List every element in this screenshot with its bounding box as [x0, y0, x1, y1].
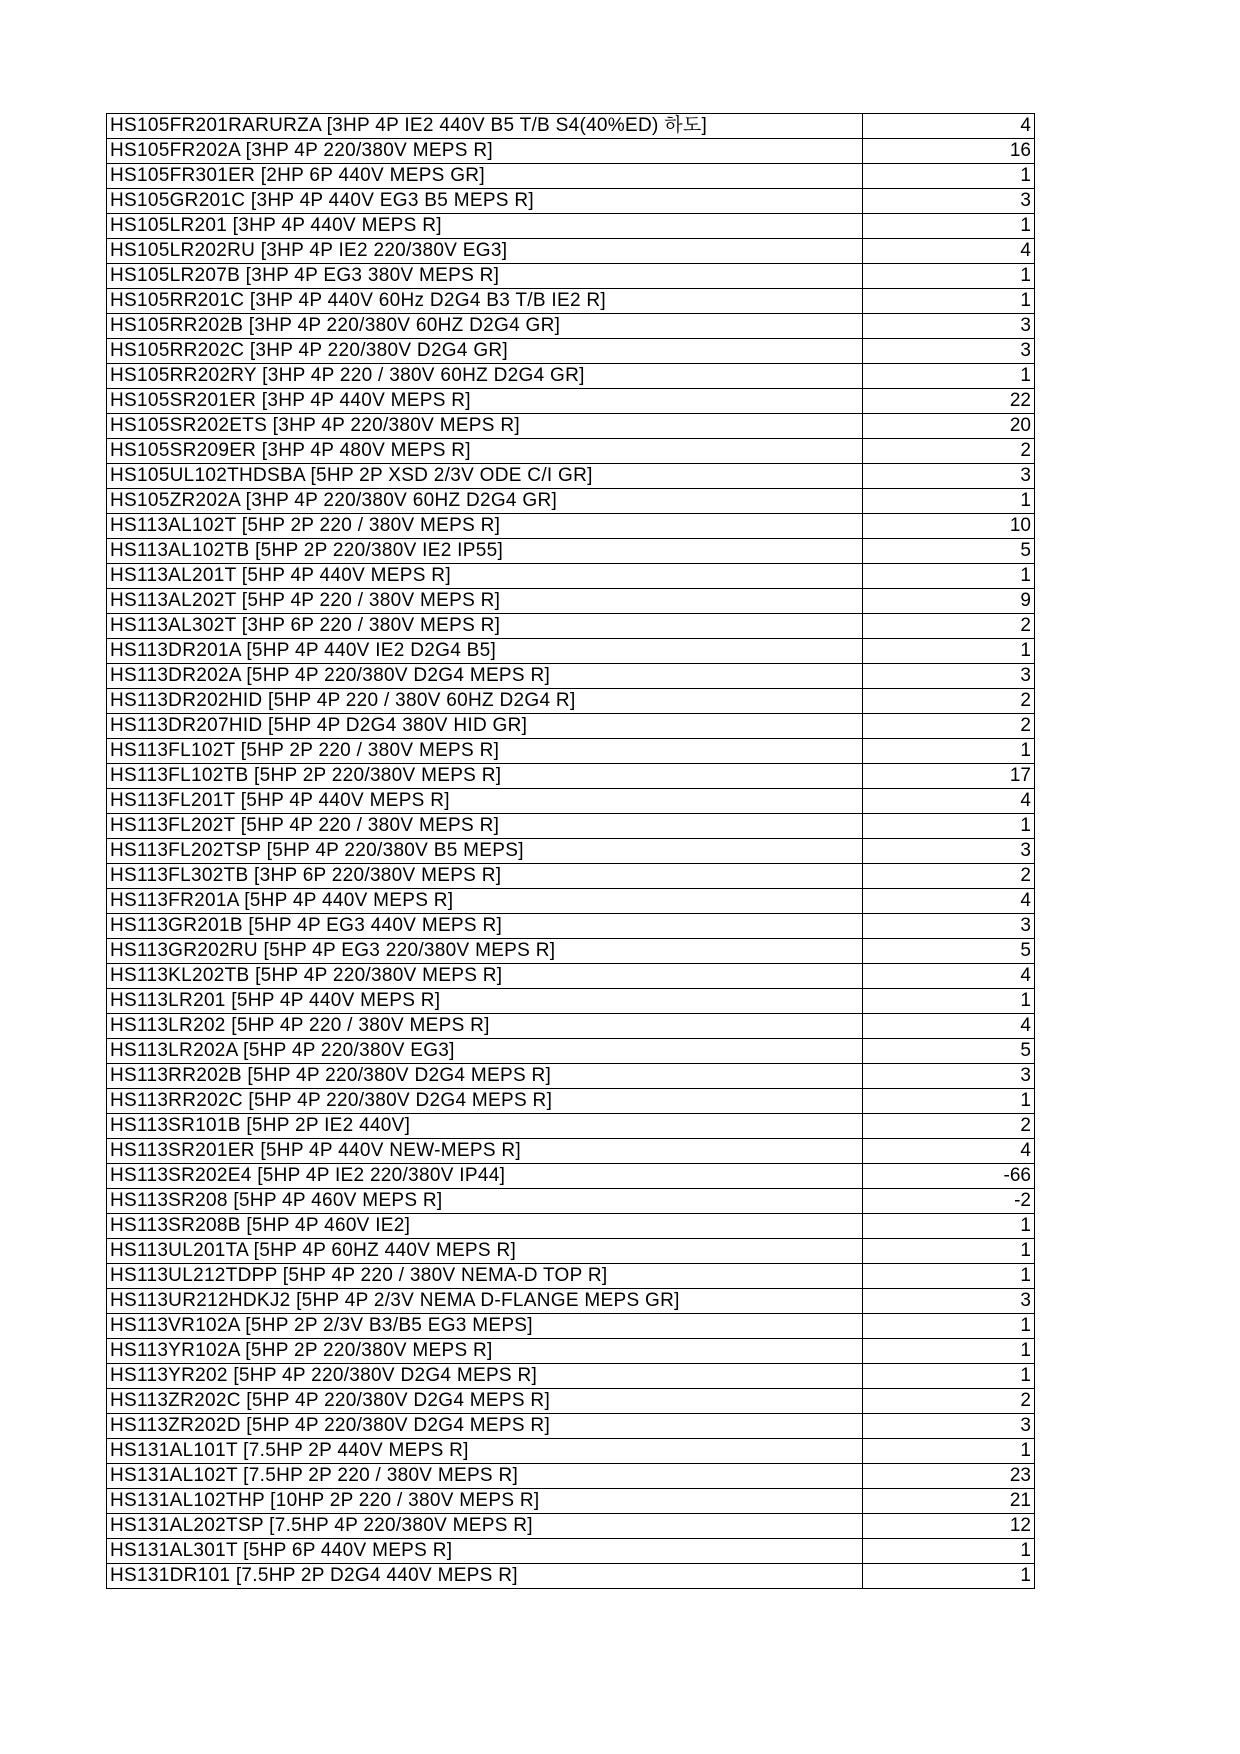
item-description-cell: HS105UL102THDSBA [5HP 2P XSD 2/3V ODE C/I GR]: [107, 464, 863, 489]
item-quantity-cell: 16: [863, 139, 1035, 164]
table-row: [107, 514, 1035, 539]
item-quantity-cell: 1: [863, 1264, 1035, 1289]
table-row: [107, 1489, 1035, 1514]
item-description-cell: HS105LR202RU [3HP 4P IE2 220/380V EG3]: [107, 239, 863, 264]
item-description-cell: HS105ZR202A [3HP 4P 220/380V 60HZ D2G4 GR]: [107, 489, 863, 514]
table-row: [107, 589, 1035, 614]
table-row: [107, 564, 1035, 589]
table-row: [107, 914, 1035, 939]
item-description-cell: HS113YR102A [5HP 2P 220/380V MEPS R]: [107, 1339, 863, 1364]
item-description-cell: HS105FR201RARURZA [3HP 4P IE2 440V B5 T/B S4(40%ED) 하도]: [107, 114, 863, 139]
table-row: [107, 414, 1035, 439]
item-quantity-cell: 2: [863, 864, 1035, 889]
item-description-cell: HS113RR202B [5HP 4P 220/380V D2G4 MEPS R]: [107, 1064, 863, 1089]
table-row: [107, 614, 1035, 639]
item-description-cell: HS105RR202RY [3HP 4P 220 / 380V 60HZ D2G4 GR]: [107, 364, 863, 389]
item-description-cell: HS131DR101 [7.5HP 2P D2G4 440V MEPS R]: [107, 1564, 863, 1589]
item-quantity-cell: 1: [863, 564, 1035, 589]
item-description-cell: HS113FL201T [5HP 4P 440V MEPS R]: [107, 789, 863, 814]
item-description-cell: HS113FL202TSP [5HP 4P 220/380V B5 MEPS]: [107, 839, 863, 864]
table-row: [107, 1239, 1035, 1264]
item-description-cell: HS113LR202A [5HP 4P 220/380V EG3]: [107, 1039, 863, 1064]
item-description-cell: HS113SR101B [5HP 2P IE2 440V]: [107, 1114, 863, 1139]
item-description-cell: HS113SR201ER [5HP 4P 440V NEW-MEPS R]: [107, 1139, 863, 1164]
table-row: [107, 889, 1035, 914]
item-quantity-cell: 21: [863, 1489, 1035, 1514]
item-description-cell: HS113AL201T [5HP 4P 440V MEPS R]: [107, 564, 863, 589]
item-quantity-cell: 9: [863, 589, 1035, 614]
item-quantity-cell: 4: [863, 1014, 1035, 1039]
item-description-cell: HS131AL102THP [10HP 2P 220 / 380V MEPS R]: [107, 1489, 863, 1514]
table-row: [107, 1114, 1035, 1139]
item-quantity-cell: 3: [863, 914, 1035, 939]
table-row: [107, 739, 1035, 764]
item-description-cell: HS131AL102T [7.5HP 2P 220 / 380V MEPS R]: [107, 1464, 863, 1489]
table-body: [107, 114, 1035, 1589]
table-row: [107, 289, 1035, 314]
item-quantity-cell: 2: [863, 1114, 1035, 1139]
item-quantity-cell: 17: [863, 764, 1035, 789]
item-description-cell: HS113FL102T [5HP 2P 220 / 380V MEPS R]: [107, 739, 863, 764]
item-description-cell: HS105RR202B [3HP 4P 220/380V 60HZ D2G4 GR]: [107, 314, 863, 339]
item-quantity-cell: 2: [863, 714, 1035, 739]
item-quantity-cell: 3: [863, 339, 1035, 364]
item-quantity-cell: 4: [863, 239, 1035, 264]
table-row: [107, 1514, 1035, 1539]
item-description-cell: HS113SR202E4 [5HP 4P IE2 220/380V IP44]: [107, 1164, 863, 1189]
table-row: [107, 239, 1035, 264]
item-quantity-cell: 3: [863, 189, 1035, 214]
item-quantity-cell: 23: [863, 1464, 1035, 1489]
table-row: [107, 314, 1035, 339]
table-row: [107, 1039, 1035, 1064]
item-description-cell: HS131AL301T [5HP 6P 440V MEPS R]: [107, 1539, 863, 1564]
item-quantity-cell: 2: [863, 614, 1035, 639]
item-quantity-cell: 1: [863, 364, 1035, 389]
item-quantity-cell: 1: [863, 214, 1035, 239]
item-description-cell: HS113ZR202C [5HP 4P 220/380V D2G4 MEPS R]: [107, 1389, 863, 1414]
item-description-cell: HS113DR201A [5HP 4P 440V IE2 D2G4 B5]: [107, 639, 863, 664]
item-quantity-cell: 1: [863, 1564, 1035, 1589]
table-row: [107, 1564, 1035, 1589]
item-quantity-cell: 3: [863, 314, 1035, 339]
table-row: [107, 1214, 1035, 1239]
item-quantity-cell: 4: [863, 1139, 1035, 1164]
table-row: [107, 664, 1035, 689]
item-quantity-cell: 1: [863, 489, 1035, 514]
item-description-cell: HS113AL202T [5HP 4P 220 / 380V MEPS R]: [107, 589, 863, 614]
item-quantity-cell: 20: [863, 414, 1035, 439]
table-row: [107, 1289, 1035, 1314]
item-description-cell: HS113DR202A [5HP 4P 220/380V D2G4 MEPS R]: [107, 664, 863, 689]
table-row: [107, 114, 1035, 139]
item-quantity-cell: 12: [863, 1514, 1035, 1539]
item-description-cell: HS113UL212TDPP [5HP 4P 220 / 380V NEMA-D TOP R]: [107, 1264, 863, 1289]
item-quantity-cell: 1: [863, 739, 1035, 764]
item-description-cell: HS113ZR202D [5HP 4P 220/380V D2G4 MEPS R]: [107, 1414, 863, 1439]
table-row: [107, 814, 1035, 839]
table-row: [107, 139, 1035, 164]
table-row: [107, 189, 1035, 214]
item-quantity-cell: 1: [863, 1239, 1035, 1264]
table-row: [107, 164, 1035, 189]
table-row: [107, 1164, 1035, 1189]
item-description-cell: HS113KL202TB [5HP 4P 220/380V MEPS R]: [107, 964, 863, 989]
item-description-cell: HS113VR102A [5HP 2P 2/3V B3/B5 EG3 MEPS]: [107, 1314, 863, 1339]
item-quantity-cell: 1: [863, 1314, 1035, 1339]
item-description-cell: HS131AL202TSP [7.5HP 4P 220/380V MEPS R]: [107, 1514, 863, 1539]
item-quantity-cell: 3: [863, 464, 1035, 489]
item-description-cell: HS113LR202 [5HP 4P 220 / 380V MEPS R]: [107, 1014, 863, 1039]
item-quantity-cell: -66: [863, 1164, 1035, 1189]
table-row: [107, 764, 1035, 789]
item-description-cell: HS113LR201 [5HP 4P 440V MEPS R]: [107, 989, 863, 1014]
table-row: [107, 539, 1035, 564]
item-quantity-cell: 3: [863, 1289, 1035, 1314]
item-description-cell: HS131AL101T [7.5HP 2P 440V MEPS R]: [107, 1439, 863, 1464]
item-description-cell: HS113SR208 [5HP 4P 460V MEPS R]: [107, 1189, 863, 1214]
item-quantity-cell: 3: [863, 664, 1035, 689]
item-quantity-cell: 1: [863, 164, 1035, 189]
item-description-cell: HS105LR207B [3HP 4P EG3 380V MEPS R]: [107, 264, 863, 289]
item-quantity-cell: 1: [863, 1439, 1035, 1464]
table-row: [107, 364, 1035, 389]
table-row: [107, 789, 1035, 814]
item-description-cell: HS113FL202T [5HP 4P 220 / 380V MEPS R]: [107, 814, 863, 839]
item-quantity-cell: 1: [863, 989, 1035, 1014]
table-row: [107, 1414, 1035, 1439]
item-quantity-cell: 4: [863, 964, 1035, 989]
inventory-table: [106, 113, 1035, 1589]
table-row: [107, 1539, 1035, 1564]
table-row: [107, 1364, 1035, 1389]
table-row: [107, 964, 1035, 989]
item-description-cell: HS113DR202HID [5HP 4P 220 / 380V 60HZ D2G4 R]: [107, 689, 863, 714]
item-quantity-cell: 2: [863, 689, 1035, 714]
table-row: [107, 1064, 1035, 1089]
item-description-cell: HS105SR202ETS [3HP 4P 220/380V MEPS R]: [107, 414, 863, 439]
item-description-cell: HS113FR201A [5HP 4P 440V MEPS R]: [107, 889, 863, 914]
item-quantity-cell: 5: [863, 939, 1035, 964]
item-quantity-cell: 3: [863, 839, 1035, 864]
item-quantity-cell: 1: [863, 1539, 1035, 1564]
item-description-cell: HS105GR201C [3HP 4P 440V EG3 B5 MEPS R]: [107, 189, 863, 214]
table-row: [107, 389, 1035, 414]
item-description-cell: HS113AL102T [5HP 2P 220 / 380V MEPS R]: [107, 514, 863, 539]
table-row: [107, 489, 1035, 514]
item-description-cell: HS113GR202RU [5HP 4P EG3 220/380V MEPS R]: [107, 939, 863, 964]
item-quantity-cell: 1: [863, 264, 1035, 289]
table-row: [107, 339, 1035, 364]
item-description-cell: HS105LR201 [3HP 4P 440V MEPS R]: [107, 214, 863, 239]
table-row: [107, 439, 1035, 464]
table-row: [107, 864, 1035, 889]
item-quantity-cell: 2: [863, 439, 1035, 464]
item-description-cell: HS113YR202 [5HP 4P 220/380V D2G4 MEPS R]: [107, 1364, 863, 1389]
item-quantity-cell: 22: [863, 389, 1035, 414]
item-quantity-cell: 5: [863, 539, 1035, 564]
item-quantity-cell: 2: [863, 1389, 1035, 1414]
item-quantity-cell: -2: [863, 1189, 1035, 1214]
item-description-cell: HS105SR209ER [3HP 4P 480V MEPS R]: [107, 439, 863, 464]
table-row: [107, 689, 1035, 714]
table-row: [107, 839, 1035, 864]
item-description-cell: HS105RR201C [3HP 4P 440V 60Hz D2G4 B3 T/B IE2 R]: [107, 289, 863, 314]
item-description-cell: HS113FL102TB [5HP 2P 220/380V MEPS R]: [107, 764, 863, 789]
item-description-cell: HS113DR207HID [5HP 4P D2G4 380V HID GR]: [107, 714, 863, 739]
table-row: [107, 1264, 1035, 1289]
item-description-cell: HS113AL102TB [5HP 2P 220/380V IE2 IP55]: [107, 539, 863, 564]
item-quantity-cell: 1: [863, 1089, 1035, 1114]
table-row: [107, 714, 1035, 739]
table-row: [107, 939, 1035, 964]
item-description-cell: HS113AL302T [3HP 6P 220 / 380V MEPS R]: [107, 614, 863, 639]
table-row: [107, 1139, 1035, 1164]
item-quantity-cell: 5: [863, 1039, 1035, 1064]
item-description-cell: HS113FL302TB [3HP 6P 220/380V MEPS R]: [107, 864, 863, 889]
item-quantity-cell: 1: [863, 1339, 1035, 1364]
table-row: [107, 639, 1035, 664]
item-description-cell: HS105SR201ER [3HP 4P 440V MEPS R]: [107, 389, 863, 414]
item-description-cell: HS113UL201TA [5HP 4P 60HZ 440V MEPS R]: [107, 1239, 863, 1264]
item-quantity-cell: 1: [863, 1364, 1035, 1389]
table-row: [107, 1464, 1035, 1489]
table-row: [107, 1439, 1035, 1464]
item-quantity-cell: 3: [863, 1414, 1035, 1439]
item-quantity-cell: 3: [863, 1064, 1035, 1089]
item-quantity-cell: 4: [863, 889, 1035, 914]
item-description-cell: HS105FR202A [3HP 4P 220/380V MEPS R]: [107, 139, 863, 164]
item-quantity-cell: 4: [863, 114, 1035, 139]
item-description-cell: HS105FR301ER [2HP 6P 440V MEPS GR]: [107, 164, 863, 189]
item-description-cell: HS113RR202C [5HP 4P 220/380V D2G4 MEPS R]: [107, 1089, 863, 1114]
item-description-cell: HS113GR201B [5HP 4P EG3 440V MEPS R]: [107, 914, 863, 939]
table-row: [107, 264, 1035, 289]
item-quantity-cell: 4: [863, 789, 1035, 814]
table-row: [107, 1089, 1035, 1114]
table-row: [107, 1314, 1035, 1339]
table-row: [107, 989, 1035, 1014]
table-row: [107, 1389, 1035, 1414]
item-quantity-cell: 10: [863, 514, 1035, 539]
item-quantity-cell: 1: [863, 1214, 1035, 1239]
table-row: [107, 1189, 1035, 1214]
table-row: [107, 464, 1035, 489]
item-quantity-cell: 1: [863, 814, 1035, 839]
item-quantity-cell: 1: [863, 639, 1035, 664]
item-quantity-cell: 1: [863, 289, 1035, 314]
table-row: [107, 214, 1035, 239]
item-description-cell: HS105RR202C [3HP 4P 220/380V D2G4 GR]: [107, 339, 863, 364]
item-description-cell: HS113UR212HDKJ2 [5HP 4P 2/3V NEMA D-FLANGE MEPS GR]: [107, 1289, 863, 1314]
item-description-cell: HS113SR208B [5HP 4P 460V IE2]: [107, 1214, 863, 1239]
table-row: [107, 1014, 1035, 1039]
table-row: [107, 1339, 1035, 1364]
